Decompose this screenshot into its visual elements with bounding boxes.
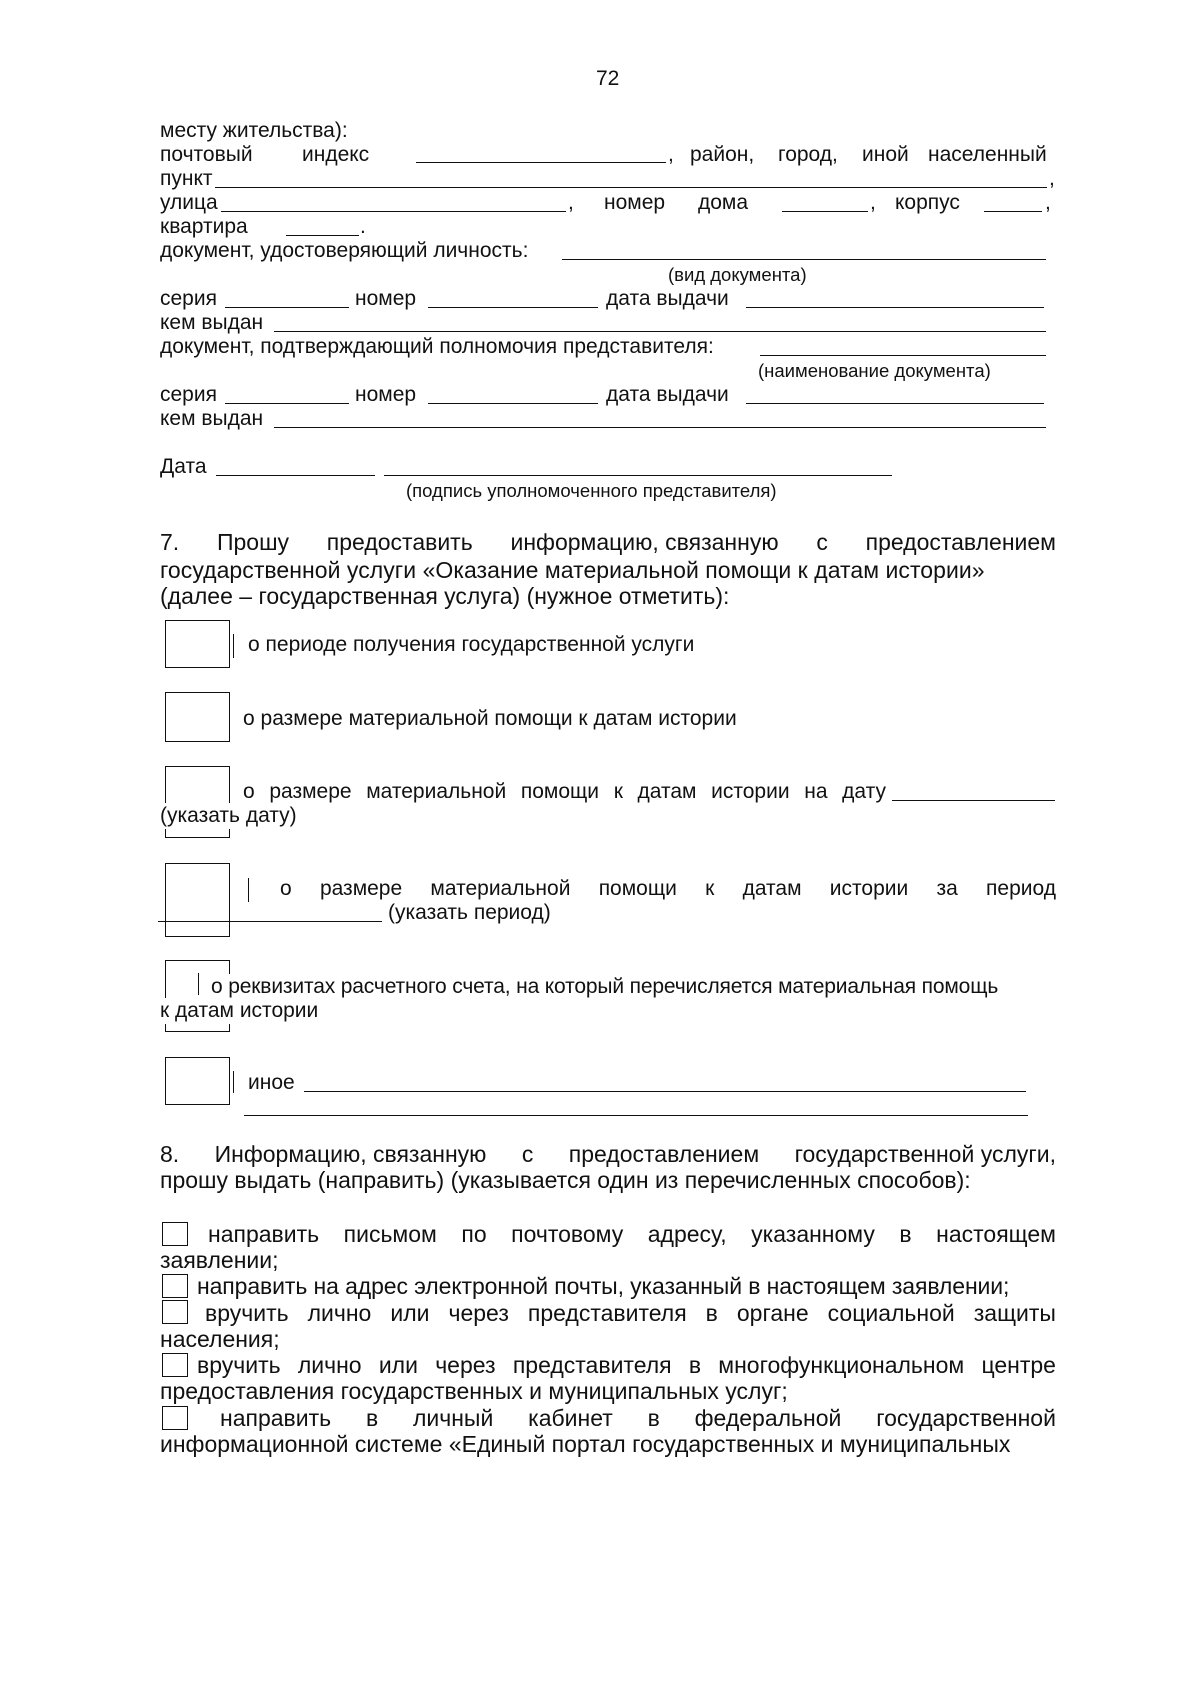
checkbox-bracket [198,973,199,995]
representative-issue-date-label: дата выдачи [606,383,729,406]
option-amount-period-checkbox[interactable] [165,863,230,937]
delivery-portal-line1 [220,1404,1056,1432]
representative-doc-field[interactable] [760,355,1046,356]
delivery-word: в [647,1405,660,1431]
identity-doc-field[interactable] [562,259,1046,260]
option-requisites-line2: к датам истории [160,999,319,1022]
delivery-mail-line1 [208,1220,1056,1248]
representative-issued-by-label: кем выдан [160,407,264,430]
delivery-word: адресу, [647,1221,727,1247]
section8-line1 [160,1140,1056,1168]
delivery-word: в [705,1300,718,1326]
section7-line1 [160,528,1056,556]
delivery-mfc-line1 [197,1351,1056,1379]
street-field[interactable] [221,211,566,212]
option-word: к [613,780,623,803]
section8-word: предоставлением [568,1141,760,1167]
delivery-word: представителя [527,1300,687,1326]
index-label: индекс [302,143,370,166]
delivery-word: письмом [343,1221,437,1247]
representative-series-field[interactable] [225,403,349,404]
option-word: материальной [366,780,507,803]
option-amount-date-line1 [243,779,886,805]
delivery-word: направить [208,1221,320,1247]
delivery-mail-line2: заявлении; [160,1247,279,1273]
section7-word: Прошу [216,529,290,555]
option-period-checkbox[interactable] [165,620,230,668]
option-amount-period-line1 [280,876,1056,902]
option-word: к [705,877,715,900]
city-label: город, [778,143,838,166]
option-word: размере [269,780,352,803]
delivery-word: государственной [876,1405,1056,1431]
representative-issued-by-field[interactable] [274,427,1046,428]
delivery-mfc-checkbox[interactable] [162,1353,188,1377]
house-field[interactable] [782,211,868,212]
option-word: о [280,877,292,900]
option-word: на [804,780,828,803]
option-other-checkbox[interactable] [165,1057,230,1105]
checkbox-bracket [248,878,249,902]
section8-line2: прошу выдать (направить) (указывается один из перечисленных способов): [160,1167,971,1193]
section7-line3: (далее – государственная услуга) (нужное отметить): [160,583,730,609]
delivery-word: представителя [512,1352,672,1378]
section7-word: с [816,529,828,555]
delivery-word: вручить [205,1300,289,1326]
option-word: помощи [598,877,677,900]
identity-number-label: номер [355,287,417,310]
delivery-word: почтовому [511,1221,624,1247]
option-amount-period-line2: (указать период) [388,901,551,924]
option-amount-date-line2: (указать дату) [160,804,297,827]
section7-word: предоставить [326,529,473,555]
street-label: улица [160,191,218,214]
option-word: период [986,877,1056,900]
postal-index-field[interactable] [416,162,666,163]
korpus-label: корпус [895,191,960,214]
delivery-word: кабинет [528,1405,613,1431]
option-requisites-line1: о реквизитах расчетного счета, на который перечисляется материальная помощь [211,975,999,998]
comma: , [568,191,574,214]
delivery-word: направить [220,1405,332,1431]
representative-issue-date-field[interactable] [746,403,1044,404]
delivery-email-checkbox[interactable] [162,1274,188,1298]
section8-word: с [521,1141,534,1167]
option-word: дату [842,780,886,803]
option-period-field[interactable] [158,921,382,922]
section7-word: 7. [160,529,180,555]
delivery-word: социальной [827,1300,955,1326]
option-other-text: иное [248,1071,295,1094]
settlement-label: населенный [928,143,1047,166]
representative-doc-caption: (наименование документа) [758,360,991,381]
delivery-word: по [461,1221,487,1247]
delivery-word: в [899,1221,912,1247]
identity-series-field[interactable] [225,307,349,308]
option-date-field[interactable] [892,800,1055,801]
comma: , [668,143,674,166]
delivery-email-line1: направить на адрес электронной почты, указанный в настоящем заявлении; [197,1273,1010,1299]
identity-issued-by-label: кем выдан [160,311,264,334]
option-word: датам [742,877,802,900]
delivery-portal-checkbox[interactable] [162,1406,188,1430]
option-other-field-2[interactable] [244,1115,1028,1116]
option-word: за [936,877,958,900]
punkt-field[interactable] [215,187,1047,188]
identity-issue-date-label: дата выдачи [606,287,729,310]
representative-number-label: номер [355,383,417,406]
delivery-word: настоящем [936,1221,1056,1247]
section8-word: Информацию, связанную [214,1141,487,1167]
delivery-word: личный [412,1405,494,1431]
option-other-field[interactable] [304,1091,1026,1092]
residence-line: месту жительства): [160,119,348,142]
apartment-field[interactable] [286,235,359,236]
option-word: материальной [430,877,571,900]
delivery-mfc-line2: предоставления государственных и муниципальных услуг; [160,1378,788,1404]
date-label: Дата [160,455,207,478]
delivery-word: многофункциональном [718,1352,965,1378]
checkbox-bracket [233,1071,234,1093]
signature-caption: (подпись уполномоченного представителя) [406,480,777,501]
punkt-label: пункт [160,167,213,190]
comma: , [1049,167,1055,190]
option-word: датам [637,780,697,803]
delivery-word: лично [307,1300,372,1326]
delivery-word: органе [736,1300,809,1326]
district-label: район, [690,143,755,166]
house-label-2: дома [698,191,749,214]
delivery-word: указанному [751,1221,875,1247]
option-amount-text: о размере материальной помощи к датам истории [243,707,737,730]
page-number: 72 [596,67,620,90]
comma: , [870,191,876,214]
section8-word: 8. [160,1141,180,1167]
representative-series-label: серия [160,383,217,406]
apartment-label: квартира [160,215,248,238]
option-word: истории [829,877,909,900]
delivery-word: в [688,1352,702,1378]
delivery-social-line2: населения; [160,1326,280,1352]
delivery-word: защиты [973,1300,1056,1326]
delivery-word: или [378,1352,418,1378]
other-label: иной [862,143,909,166]
delivery-word: в [365,1405,379,1431]
identity-series-label: серия [160,287,217,310]
identity-issued-by-field[interactable] [274,331,1046,332]
delivery-portal-line2: информационной системе «Единый портал государственных и муниципальных [160,1431,1011,1457]
identity-issue-date-field[interactable] [746,307,1044,308]
delivery-mail-checkbox[interactable] [162,1222,188,1246]
delivery-word: центре [981,1352,1056,1378]
delivery-word: лично [297,1352,362,1378]
section7-word: информацию, связанную [510,529,779,555]
representative-number-field[interactable] [428,403,598,404]
delivery-social-line1 [205,1299,1056,1327]
delivery-word: федеральной [694,1405,842,1431]
section7-line2: государственной услуги «Оказание материальной помощи к датам истории» [160,557,985,583]
option-word: помощи [520,780,600,803]
postal-label: почтовый [160,143,253,166]
identity-number-field[interactable] [428,307,598,308]
option-word: размере [319,877,403,900]
identity-doc-caption: (вид документа) [668,264,807,285]
option-word: о [243,780,255,803]
option-word: истории [711,780,790,803]
comma: , [1045,191,1051,214]
korpus-field[interactable] [984,211,1042,212]
delivery-word: или [390,1300,430,1326]
option-amount-checkbox[interactable] [165,692,230,742]
date-field[interactable] [216,475,375,476]
checkbox-bracket [233,634,234,658]
delivery-word: через [448,1300,509,1326]
section8-word: государственной услуги, [794,1141,1056,1167]
dot: . [360,215,366,238]
delivery-word: вручить [197,1352,281,1378]
house-label: номер [604,191,666,214]
identity-doc-label: документ, удостоверяющий личность: [160,239,529,262]
option-period-text: о периоде получения государственной услуги [248,633,695,656]
section7-word: предоставлением [865,529,1056,555]
representative-doc-label: документ, подтверждающий полномочия представителя: [160,335,714,358]
signature-field[interactable] [384,475,892,476]
delivery-social-checkbox[interactable] [162,1300,188,1324]
delivery-word: через [435,1352,496,1378]
